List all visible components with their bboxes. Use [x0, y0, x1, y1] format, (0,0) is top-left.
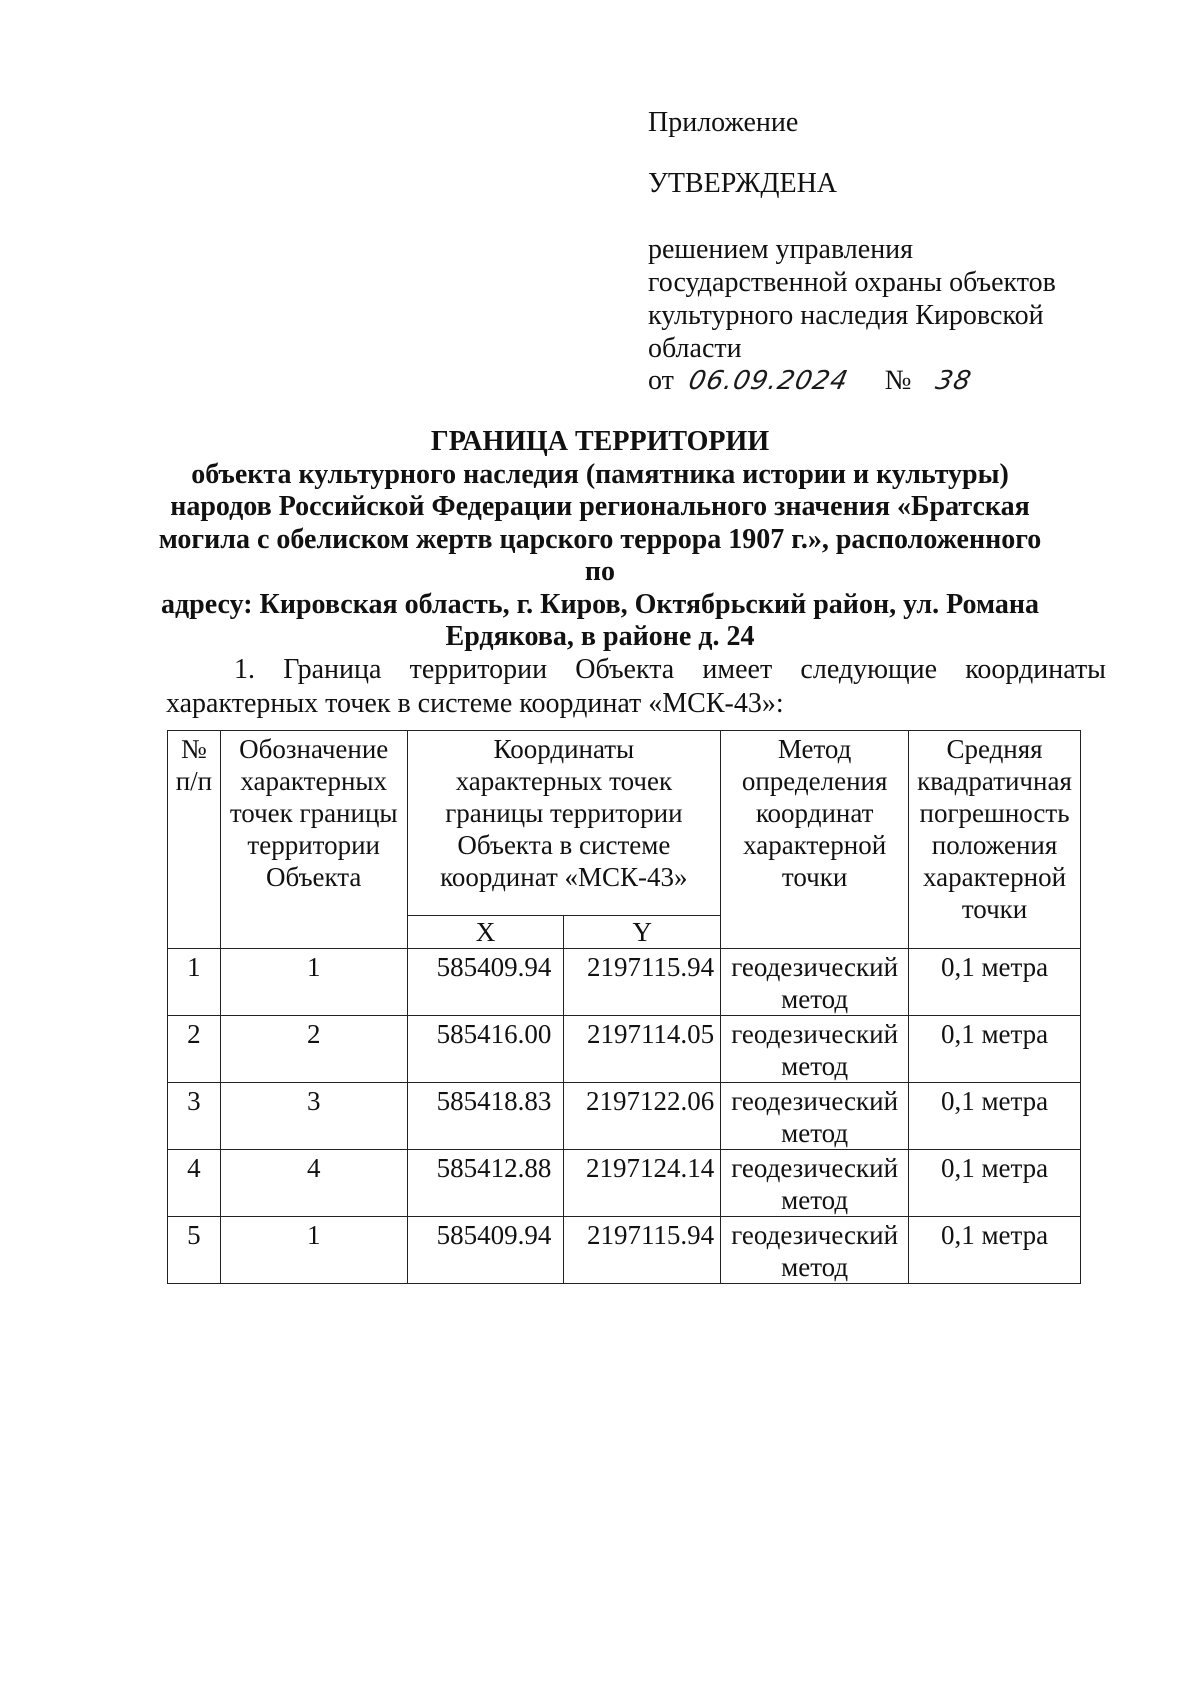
- header-line: погрешность: [919, 798, 1070, 828]
- header-line: территории: [247, 830, 380, 860]
- date-prefix: от: [648, 365, 674, 396]
- decision-line: государственной охраны объектов: [648, 267, 1056, 298]
- cell-method: [721, 1083, 909, 1150]
- decision-date-line: [648, 364, 975, 398]
- cell-method: [721, 1217, 909, 1284]
- cell-point: 3: [220, 1083, 407, 1150]
- cell-point: 2: [220, 1016, 407, 1083]
- cell-y: 2197124.14: [564, 1150, 721, 1217]
- cell-method: [721, 949, 909, 1016]
- cell-number: 2: [168, 1016, 221, 1083]
- cell-number: 4: [168, 1150, 221, 1217]
- header-line: Объекта: [266, 862, 362, 892]
- header-x: X: [407, 916, 564, 949]
- header-line: п/п: [175, 766, 213, 796]
- decision-line: культурного наследия Кировской: [648, 300, 1044, 331]
- approved-label: УТВЕРЖДЕНА: [648, 168, 838, 199]
- header-line: точки: [961, 894, 1028, 924]
- cell-x: 585412.88: [407, 1150, 564, 1217]
- coordinates-table: [167, 730, 1081, 1284]
- cell-number: 1: [168, 949, 221, 1016]
- header-method: [721, 731, 909, 949]
- method-line: метод: [781, 1185, 849, 1215]
- table-row: [168, 1016, 1081, 1083]
- header-line: Обозначение: [239, 734, 389, 764]
- table-row: [168, 949, 1081, 1016]
- cell-number: 3: [168, 1083, 221, 1150]
- header-line: координат «МСК-43»: [440, 862, 688, 892]
- cell-point: 1: [220, 1217, 407, 1284]
- number-label: №: [884, 365, 912, 396]
- decision-line: области: [648, 333, 742, 364]
- cell-point: 1: [220, 949, 407, 1016]
- document-heading: [150, 426, 1050, 654]
- method-line: геодезический: [731, 1220, 899, 1250]
- method-line: геодезический: [731, 1019, 899, 1049]
- cell-x: 585409.94: [407, 949, 564, 1016]
- header-line: Объекта в системе: [457, 830, 671, 860]
- cell-error: 0,1 метра: [909, 1016, 1081, 1083]
- header-line: координат: [755, 798, 874, 828]
- cell-y: 2197115.94: [564, 1217, 721, 1284]
- cell-y: 2197122.06: [564, 1083, 721, 1150]
- method-line: метод: [781, 1051, 849, 1081]
- cell-y: 2197114.05: [564, 1016, 721, 1083]
- heading-line: могила с обелиском жертв царского террора 1907 г.», расположенного по: [158, 523, 1042, 587]
- method-line: геодезический: [731, 952, 899, 982]
- header-line: точки: [781, 862, 848, 892]
- method-line: метод: [781, 1118, 849, 1148]
- header-line: Метод: [777, 734, 852, 764]
- table-row: [168, 1217, 1081, 1284]
- header-error: [909, 731, 1081, 949]
- header-line: точек границы: [229, 798, 398, 828]
- heading-line: объекта культурного наследия (памятника истории и культуры): [191, 458, 1009, 490]
- header-line: №: [181, 734, 207, 764]
- header-number: [168, 731, 221, 949]
- cell-x: 585409.94: [407, 1217, 564, 1284]
- header-line: Координаты: [493, 734, 635, 764]
- cell-error: 0,1 метра: [909, 1217, 1081, 1284]
- header-coordinates: [407, 731, 721, 916]
- annex-label: Приложение: [648, 107, 799, 138]
- method-line: геодезический: [731, 1153, 899, 1183]
- header-line: границы территории: [445, 798, 683, 828]
- heading-title: ГРАНИЦА ТЕРРИТОРИИ: [430, 426, 770, 457]
- table-row: [168, 1150, 1081, 1217]
- header-line: характерной: [743, 830, 887, 860]
- header-line: характерных: [240, 766, 388, 796]
- decision-line: решением управления: [648, 234, 914, 265]
- heading-line: адресу: Кировская область, г. Киров, Октябрьский район, ул. Романа: [161, 588, 1039, 620]
- intro-paragraph: 1. Граница территории Объекта имеет следующие координаты характерных точек в системе координат «МСК-43»:: [166, 654, 1106, 719]
- cell-error: 0,1 метра: [909, 949, 1081, 1016]
- method-line: метод: [781, 1252, 849, 1282]
- header-line: характерной: [923, 862, 1067, 892]
- cell-point: 4: [220, 1150, 407, 1217]
- cell-method: [721, 1150, 909, 1217]
- cell-x: 585418.83: [407, 1083, 564, 1150]
- header-line: характерных точек: [455, 766, 673, 796]
- heading-line: народов Российской Федерации регионального значения «Братская: [170, 491, 1030, 522]
- header-designation: [220, 731, 407, 949]
- method-line: метод: [781, 984, 849, 1014]
- cell-error: 0,1 метра: [909, 1083, 1081, 1150]
- header-line: квадратичная: [917, 766, 1072, 796]
- header-line: положения: [931, 830, 1058, 860]
- cell-error: 0,1 метра: [909, 1150, 1081, 1217]
- heading-line: Ердякова, в районе д. 24: [445, 621, 755, 652]
- cell-method: [721, 1016, 909, 1083]
- handwritten-number: 38: [933, 366, 975, 396]
- cell-number: 5: [168, 1217, 221, 1284]
- header-y: Y: [564, 916, 721, 949]
- method-line: геодезический: [731, 1086, 899, 1116]
- cell-x: 585416.00: [407, 1016, 564, 1083]
- handwritten-date: 06.09.2024: [685, 366, 852, 396]
- header-line: Средняя: [946, 734, 1043, 764]
- table-row: [168, 1083, 1081, 1150]
- header-line: определения: [741, 766, 888, 796]
- cell-y: 2197115.94: [564, 949, 721, 1016]
- decision-text: [648, 233, 1128, 365]
